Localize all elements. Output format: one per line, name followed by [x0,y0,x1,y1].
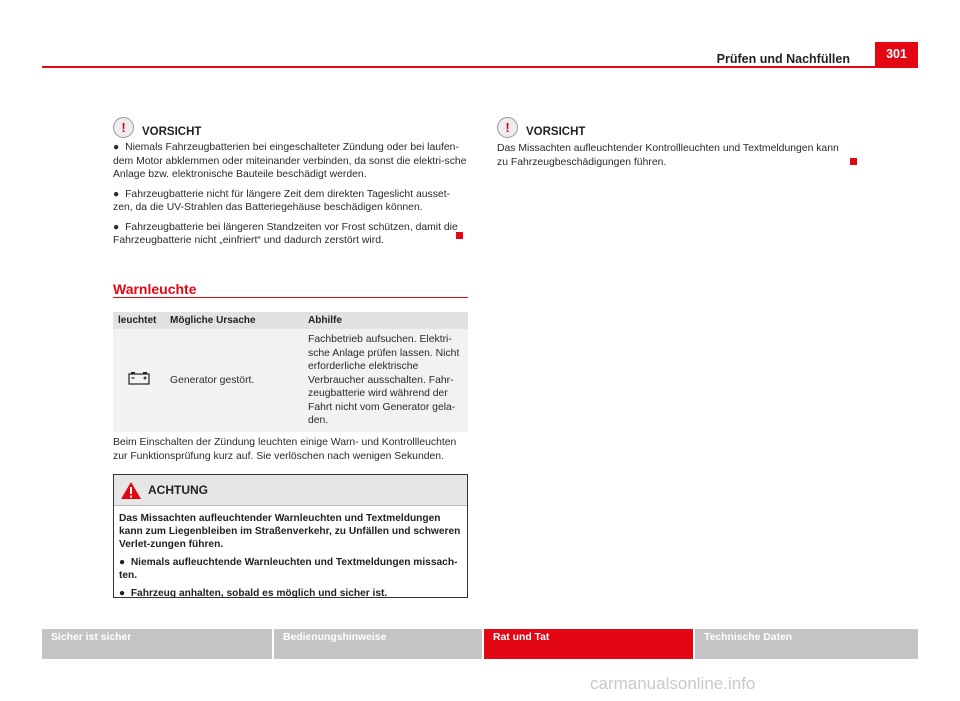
column-header-ursache: Mögliche Ursache [165,312,303,329]
left-vorsicht-item: ● Fahrzeugbatterie bei längeren Standzeiten vor Frost schützen, damit die Fahrzeugbatterie nicht „einfriert“ und dadurch zerstört wird. [113,221,458,246]
footer-tab-rat-und-tat[interactable]: Rat und Tat [484,629,693,659]
section-end-marker [456,232,463,239]
battery-icon [128,371,150,385]
page-number: 301 [875,42,918,66]
exclamation-circle-icon: ! [113,117,134,138]
section-title: Warnleuchte [113,281,197,297]
table-cell-cause: Generator gestört. [165,329,303,432]
right-vorsicht-title: VORSICHT [526,125,586,138]
table-cell-icon [113,329,165,432]
intro-paragraph: Beim Einschalten der Zündung leuchten einige Warn- und Kontrollleuchten zur Funktionsprüfung kurz auf. Sie verlöschen nach wenigen Sekunden. [113,437,457,462]
footer-navigation [42,629,918,659]
watermark: carmanualsonline.info [590,674,756,693]
achtung-item: ● Niemals aufleuchtende Warnleuchten und Textmeldungen missach-ten. [119,557,458,581]
table-header-row [113,312,468,329]
achtung-box [113,474,468,598]
achtung-item: ● Fahrzeug anhalten, sobald es möglich und sicher ist. [119,588,388,599]
warning-triangle-icon [120,481,142,500]
achtung-lead: Das Missachten aufleuchtender Warnleuchten und Textmeldungen kann zum Liegenbleiben im Straßenverkehr, zu Unfällen und schweren Verlet-zungen führen. [119,513,461,550]
right-vorsicht-body: Das Missachten aufleuchtender Kontrollleuchten und Textmeldungen kann zu Fahrzeugbeschädigungen führen. [497,143,839,168]
section-divider [113,297,468,298]
left-vorsicht-item: ● Fahrzeugbatterie nicht für längere Zeit dem direkten Tageslicht ausset-zen, da die UV-Strahlen das Batteriegehäuse beschädigen können. [113,188,451,213]
page-header-title: Prüfen und Nachfüllen [716,52,850,66]
table-cell-remedy: Fachbetrieb aufsuchen. Elektri-sche Anlage prüfen lassen. Nicht erforderliche elektrische Verbraucher ausschalten. Fahr-zeugbatterie wird während der Fahrt nicht vom Generator gela-den. [303,329,468,432]
footer-tab-bedienungshinweise[interactable]: Bedienungshinweise [274,629,482,659]
section-end-marker [850,158,857,165]
footer-tab-sicher-ist-sicher[interactable]: Sicher ist sicher [42,629,272,659]
left-vorsicht-body [113,141,468,254]
left-vorsicht-header [113,117,201,138]
column-header-leuchtet: leuchtet [113,312,165,329]
achtung-title: ACHTUNG [148,483,208,497]
header-divider [42,66,918,68]
footer-tab-technische-daten[interactable]: Technische Daten [695,629,918,659]
achtung-header [114,475,467,506]
achtung-body [114,506,467,600]
left-vorsicht-title: VORSICHT [142,125,202,138]
warning-light-table [113,312,468,432]
left-vorsicht-item: ● Niemals Fahrzeugbatterien bei eingeschalteter Zündung oder bei laufen-dem Motor abklemmen oder miteinander verbinden, da sonst die elektri-sche Anlage bzw. elektronische Bauteile beschädigt werden. [113,142,467,180]
right-vorsicht-header [497,117,585,138]
column-header-abhilfe: Abhilfe [303,312,468,329]
exclamation-circle-icon: ! [497,117,518,138]
table-row [113,329,468,432]
